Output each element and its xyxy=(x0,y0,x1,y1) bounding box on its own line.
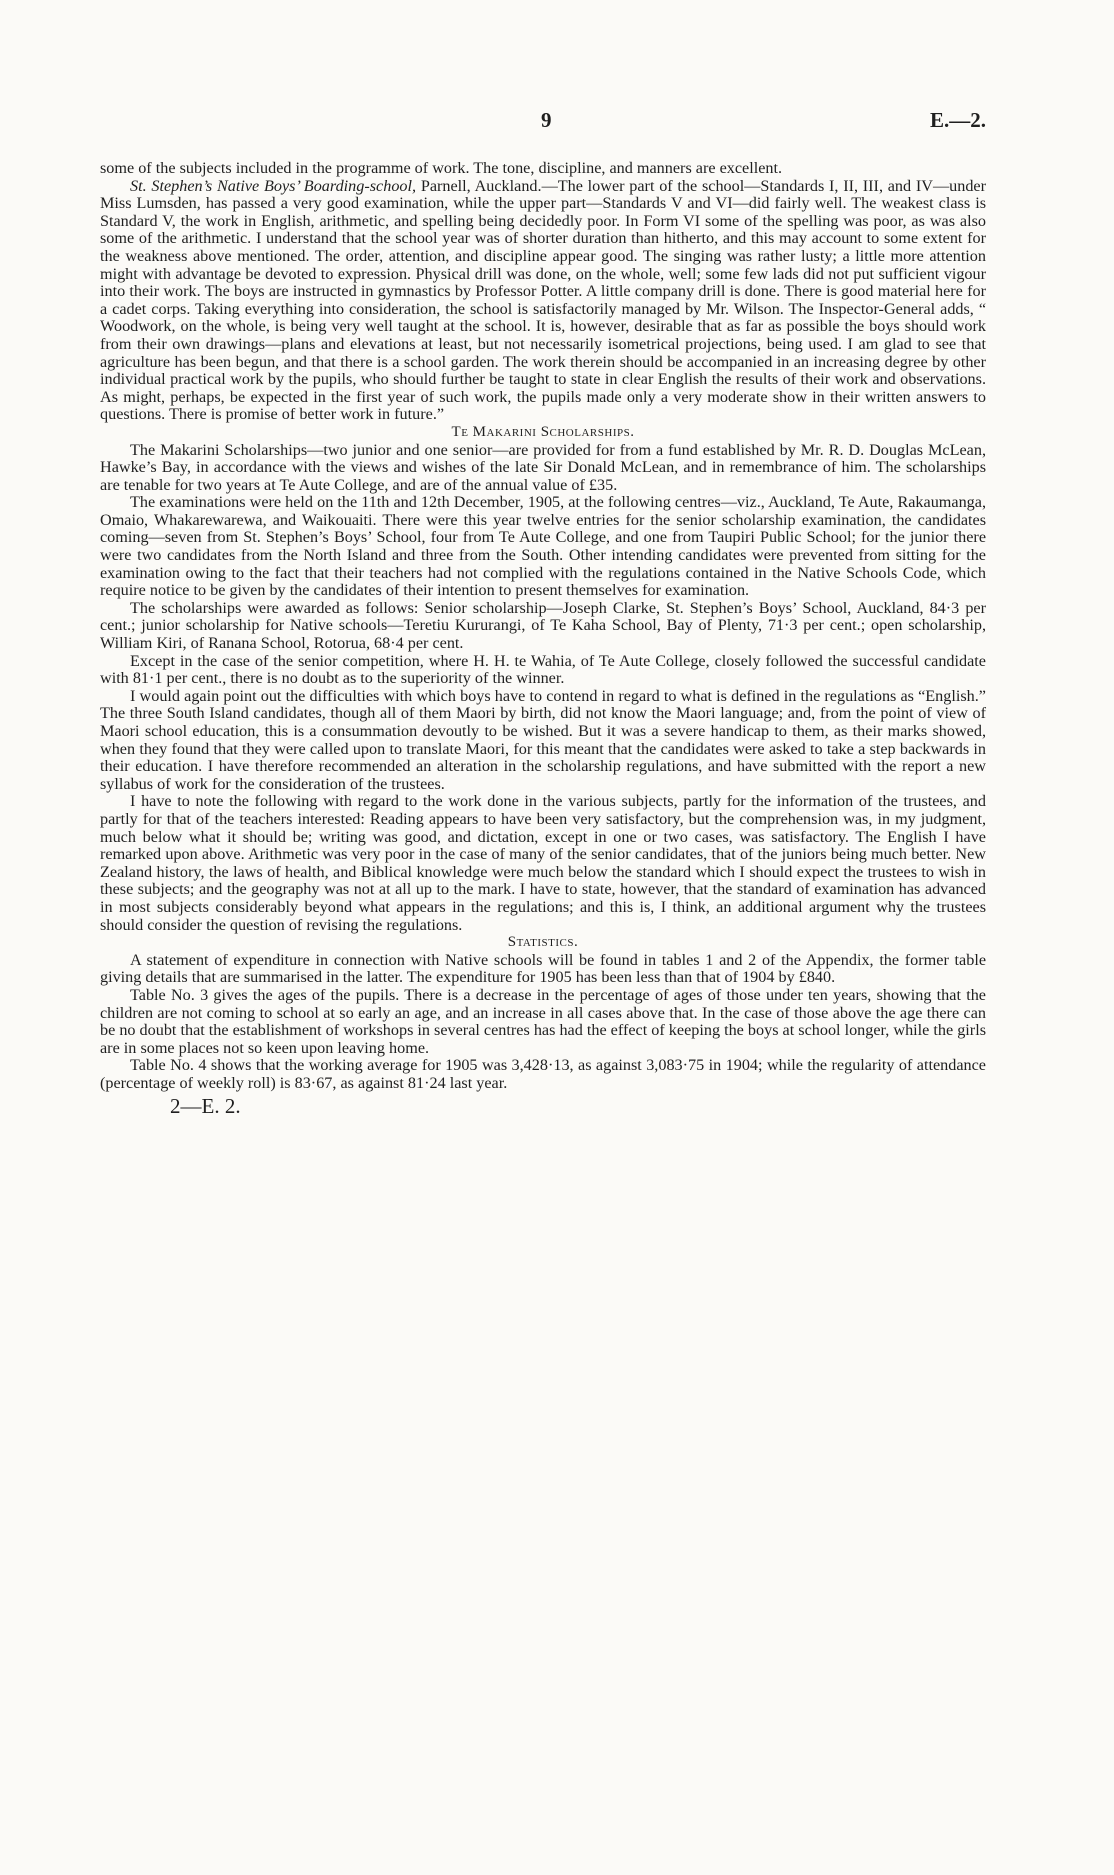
heading-makarini: Te Makarini Scholarships. xyxy=(451,423,635,440)
paragraph: Table No. 4 shows that the working average for 1905 was 3,428·13, as against 3,083·75 in 1904; while the regularity of attendance (percentage of weekly roll) is 83·67, as against 81·24 last year. xyxy=(100,1056,986,1092)
paragraph: Table No. 3 gives the ages of the pupils. There is a decrease in the percentage of ages of those under ten years, showing that the children are not coming to school at so early an age, and an increase in all cases above that. In the case of those above the age there can be no doubt that the establishment of workshops in several centres has had the effect of keeping the boys at school longer, while the girls are in some places not so keen upon leaving home. xyxy=(100,985,986,1057)
school-title: St. Stephen’s Native Boys’ Boarding-school, xyxy=(130,176,417,195)
signature-mark: 2—E. 2. xyxy=(170,1094,241,1119)
page-number: 9 xyxy=(541,108,552,132)
document-reference: E.—2. xyxy=(930,108,987,132)
paragraph-st-stephens xyxy=(100,178,986,424)
document-body xyxy=(100,159,986,1119)
paragraph: The examinations were held on the 11th and 12th December, 1905, at the following centres—viz., Auckland, Te Aute, Rakaumanga, Omaio, Whakarewarewa, and Waikouaiti. There were this year twelve entries for the senior scholarship examination, the candidates coming—seven from St. Stephen’s Boys’ School, four from Te Aute College, and one from Taupiri Public School; for the junior there were two candidates from the North Island and three from the South. Other intending candidates were prevented from sitting for the examination owing to the fact that their teachers had not complied with the regulations contained in the Native Schools Code, which require notice to be given by the candidates of their intention to present themselves for examination. xyxy=(100,493,986,600)
paragraph: The scholarships were awarded as follows: Senior scholarship—Joseph Clarke, St. Stephen’s Boys’ School, Auckland, 84·3 per cent.; junior scholarship for Native schools—Teretiu Kururangi, of Te Kaha School, Bay of Plenty, 71·3 per cent.; open scholarship, William Kiri, of Ranana School, Rotorua, 68·4 per cent. xyxy=(100,598,986,653)
paragraph-text: Parnell, Auckland.—The lower part of the school—Standards I, II, III, and IV—under Miss Lumsden, has passed a very good examination, while the upper part—Standards V and VI—did fairly well. The weakest class is Standard V, the work in English, arithmetic, and spelling being decidedly poor. In Form VI some of the spelling was poor, as was also some of the arithmetic. I understand that the school year was of shorter duration than hitherto, and this may account to some extent for the weakness above mentioned. The order, attention, and discipline appear good. The singing was rather lusty; a little more attention might with advantage be devoted to expression. Physical drill was done, on the whole, well; some few lads did not put sufficient vigour into their work. The boys are instructed in gymnastics by Professor Potter. A little company drill is done. There is good material here for a cadet corps. Taking everything into consideration, the school is satisfactorily managed by Mr. Wilson. The Inspector-General adds, “ Woodwork, on the whole, is being very well taught at the school. It is, however, desirable that as far as possible the boys should work from their own drawings—plans and elevations at least, but not necessarily isometrical projections, being used. I am glad to see that agriculture has been begun, and that there is a school garden. The work therein should be accompanied in an increasing degree by other individual practical work by the pupils, who should further be taught to state in clear English the results of their work and observations. As might, perhaps, be expected in the first year of such work, the pupils made only a very moderate show in their written answers to questions. There is promise of better work in future.” xyxy=(100,176,986,424)
paragraph: I would again point out the difficulties with which boys have to contend in regard to what is defined in the regulations as “English.” The three South Island candidates, though all of them Maori by birth, did not know the Maori language; and, from the point of view of Maori school education, this is a consummation devoutly to be wished. But it was a severe handicap to them, as their marks showed, when they found that they were called upon to translate Maori, for this meant that the candidates were asked to take a step backwards in their education. I have therefore recommended an alteration in the scholarship regulations, and have submitted with the report a new syllabus of work for the consideration of the trustees. xyxy=(100,686,986,793)
paragraph: The Makarini Scholarships—two junior and one senior—are provided for from a fund established by Mr. R. D. Douglas McLean, Hawke’s Bay, in accordance with the views and wishes of the late Sir Donald McLean, and in remembrance of him. The scholarships are tenable for two years at Te Aute College, and are of the annual value of £35. xyxy=(100,440,986,494)
paragraph: I have to note the following with regard to the work done in the various subjects, partly for the information of the trustees, and partly for that of the teachers interested: Reading appears to have been very satisfactory, but the comprehension was, in my judgment, much below what it should be; writing was good, and dictation, except in one or two cases, was satisfactory. The English I have remarked upon above. Arithmetic was very poor in the case of many of the senior candidates, that of the juniors being much better. New Zealand history, the laws of health, and Biblical knowledge were much below the standard which I should expect the trustees to wish in these subjects; and the geography was not at all up to the mark. I have to state, however, that the standard of examination has advanced in most subjects considerably beyond what appears in the regulations; and this is, I think, an additional argument why the trustees should consider the question of revising the regulations. xyxy=(100,792,986,934)
paragraph: Except in the case of the senior competition, where H. H. te Wahia, of Te Aute College, closely followed the successful candidate with 81·1 per cent., there is no doubt as to the superiority of the winner. xyxy=(100,651,986,688)
paragraph: some of the subjects included in the programme of work. The tone, discipline, and manners are excellent. xyxy=(100,159,783,177)
paragraph: A statement of expenditure in connection with Native schools will be found in tables 1 and 2 of the Appendix, the former table giving details that are summarised in the latter. The expenditure for 1905 has been less than that of 1904 by £840. xyxy=(100,950,986,987)
page-header xyxy=(0,108,1114,138)
heading-statistics: Statistics. xyxy=(507,934,579,951)
